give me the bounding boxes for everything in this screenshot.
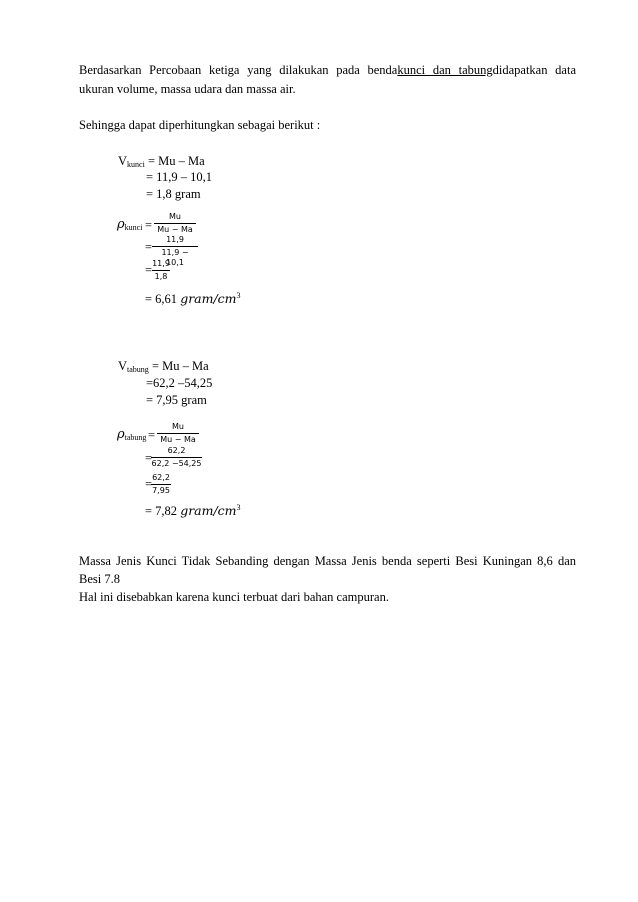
conclusion-line-1: Massa Jenis Kunci Tidak Sebanding dengan Massa Jenis benda seperti Besi Kuningan 8,6 dan: [79, 554, 576, 568]
rho-kunci-symbol: $\rho_{kunci}$: [117, 217, 143, 232]
rho-tabung-symbol: $\rho_{tabung}$: [117, 427, 147, 442]
rho-kunci-result: = 6,61 gram/$cm^3$: [145, 291, 241, 306]
rho-tabung-eq-3: =: [145, 477, 153, 491]
lead-sentence: Sehingga dapat diperhitungkan sebagai berikut :: [79, 118, 321, 132]
v-tabung-label: $V_{tabung} = Mu - Ma$: [118, 359, 209, 374]
v-tabung-step-3: = 7,95 gram: [146, 393, 207, 407]
v-tabung-step-2: =62,2 –54,25: [146, 376, 213, 390]
rho-tabung-fraction-3: 62,2 7,95: [152, 473, 170, 495]
rho-tabung-eq-2: =: [145, 451, 153, 465]
rho-kunci-fraction-3: 11,9 1,8: [152, 259, 170, 281]
rho-tabung-fraction-2: 62,2 62,2 −54,25: [151, 446, 202, 468]
rho-tabung-fraction-1: Mu Mu − Ma: [157, 422, 199, 445]
conclusion-line-2: Besi 7.8: [79, 572, 120, 586]
conclusion-line-3: Hal ini disebabkan karena kunci terbuat dari bahan campuran.: [79, 590, 389, 604]
rho-kunci-fraction-1: Mu Mu − Ma: [154, 212, 196, 235]
intro-line-1: Berdasarkan Percobaan ketiga yang dilakukan pada bendakunci dan tabungdidapatkan data: [79, 63, 576, 77]
v-kunci-step-2: = 11,9 – 10,1: [146, 170, 212, 184]
v-kunci-step-3: = 1,8 gram: [146, 187, 201, 201]
v-kunci-label: $V_{kunci} = Mu - Ma$: [118, 154, 205, 169]
rho-kunci-eq-2: =: [145, 240, 153, 254]
rho-kunci-fraction-2: 11,9 11,9 − 10,1: [152, 235, 198, 268]
objects-underlined: kunci dan tabung: [397, 63, 493, 77]
rho-tabung-result: = 7,82 gram/$cm^3$: [145, 503, 241, 518]
rho-kunci-eq-3: =: [145, 263, 153, 277]
rho-kunci-eq-1: =: [145, 218, 153, 232]
intro-line-2: ukuran volume, massa udara dan massa air.: [79, 82, 296, 96]
rho-tabung-eq-1: =: [148, 428, 156, 442]
